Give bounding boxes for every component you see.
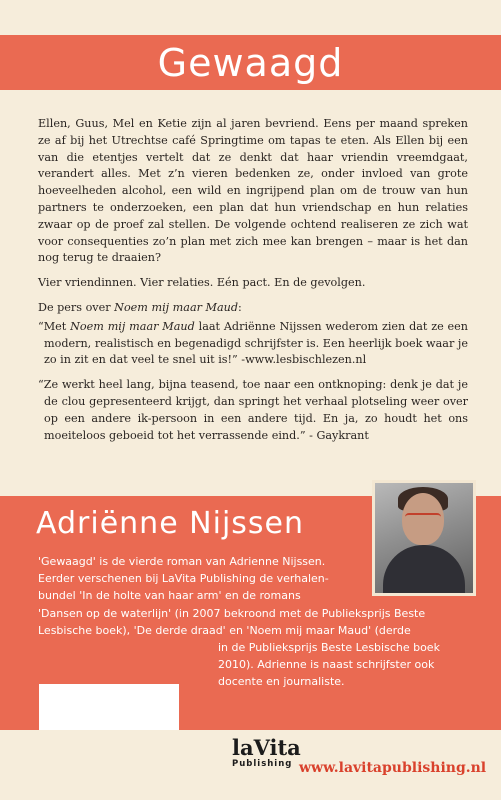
back-cover-text xyxy=(38,116,468,452)
publisher-url[interactable]: www.lavitapublishing.nl xyxy=(299,760,487,776)
book-title: Gewaagd xyxy=(157,40,344,85)
press-intro: De pers over Noem mij maar Maud: xyxy=(38,300,242,314)
press-quote-2: “Ze werkt heel lang, bijna teasend, toe naar een ontknoping: denk je dat je de clou gepresenteerd krijgt, dan springt het verhaal plotseling weer over op een andere ik-persoon in een andere tijd. En ja, zo houdt het ons moeiteloos geboeid tot het verrassende eind.” - Gaykrant xyxy=(38,378,468,442)
tagline: Vier vriendinnen. Vier relaties. Eén pact. En de gevolgen. xyxy=(38,276,366,290)
bio-line: docente en journaliste. xyxy=(218,675,345,689)
author-bio xyxy=(38,553,478,691)
logo-subtext: Publishing xyxy=(232,759,293,769)
bio-line: 'Gewaagd' is de vierde roman van Adrienne Nijssen. xyxy=(38,555,326,568)
author-name: Adriënne Nijssen xyxy=(36,506,305,541)
title-banner xyxy=(0,35,501,90)
publisher-logo xyxy=(232,737,304,777)
bio-line: in de Publieksprijs Beste Lesbische boek xyxy=(218,641,440,655)
blurb-paragraph: Ellen, Guus, Mel en Ketie zijn al jaren bevriend. Eens per maand spreken ze af bij het Utrechtse café Springtime om tapas te eten. Als Ellen bij een van die etentjes vertelt dat ze denkt dat haar vriendin vreemdgaat, verandert alles. Met z’n vieren bedenken ze, onder invloed van grote hoeveelheden alcohol, een wild en ingrijpend plan om de trouw van hun partners te onderzoeken, een plan dat hun vriendschap en hun relaties zwaar op de proef zal stellen. De volgende ochtend realiseren ze zich wat voor consequenties zo’n plan met zich mee kan brengen – maar is het dan nog terug te draaien? xyxy=(38,117,468,265)
bio-line: 2010). Adrienne is naast schrijfster ook xyxy=(218,658,435,672)
bio-line: Eerder verschenen bij LaVita Publishing de verhalen- xyxy=(38,572,329,586)
bio-line: bundel 'In de holte van haar arm' en de romans xyxy=(38,589,301,603)
press-quote-1: “Met Noem mij maar Maud laat Adriënne Nijssen wederom zien dat ze een modern, realistisch en begenadigd schrijfster is. Een heerlijk boek waar je zo in zit en dat veel te snel uit is!” -www.lesbischlezen.nl xyxy=(38,319,468,367)
bio-line: 'Dansen op de waterlijn' (in 2007 bekroond met de Publieksprijs Beste xyxy=(38,606,426,620)
logo-text: laVita xyxy=(232,735,301,760)
bio-line: Lesbische boek), 'De derde draad' en 'Noem mij maar Maud' (derde xyxy=(38,623,411,637)
